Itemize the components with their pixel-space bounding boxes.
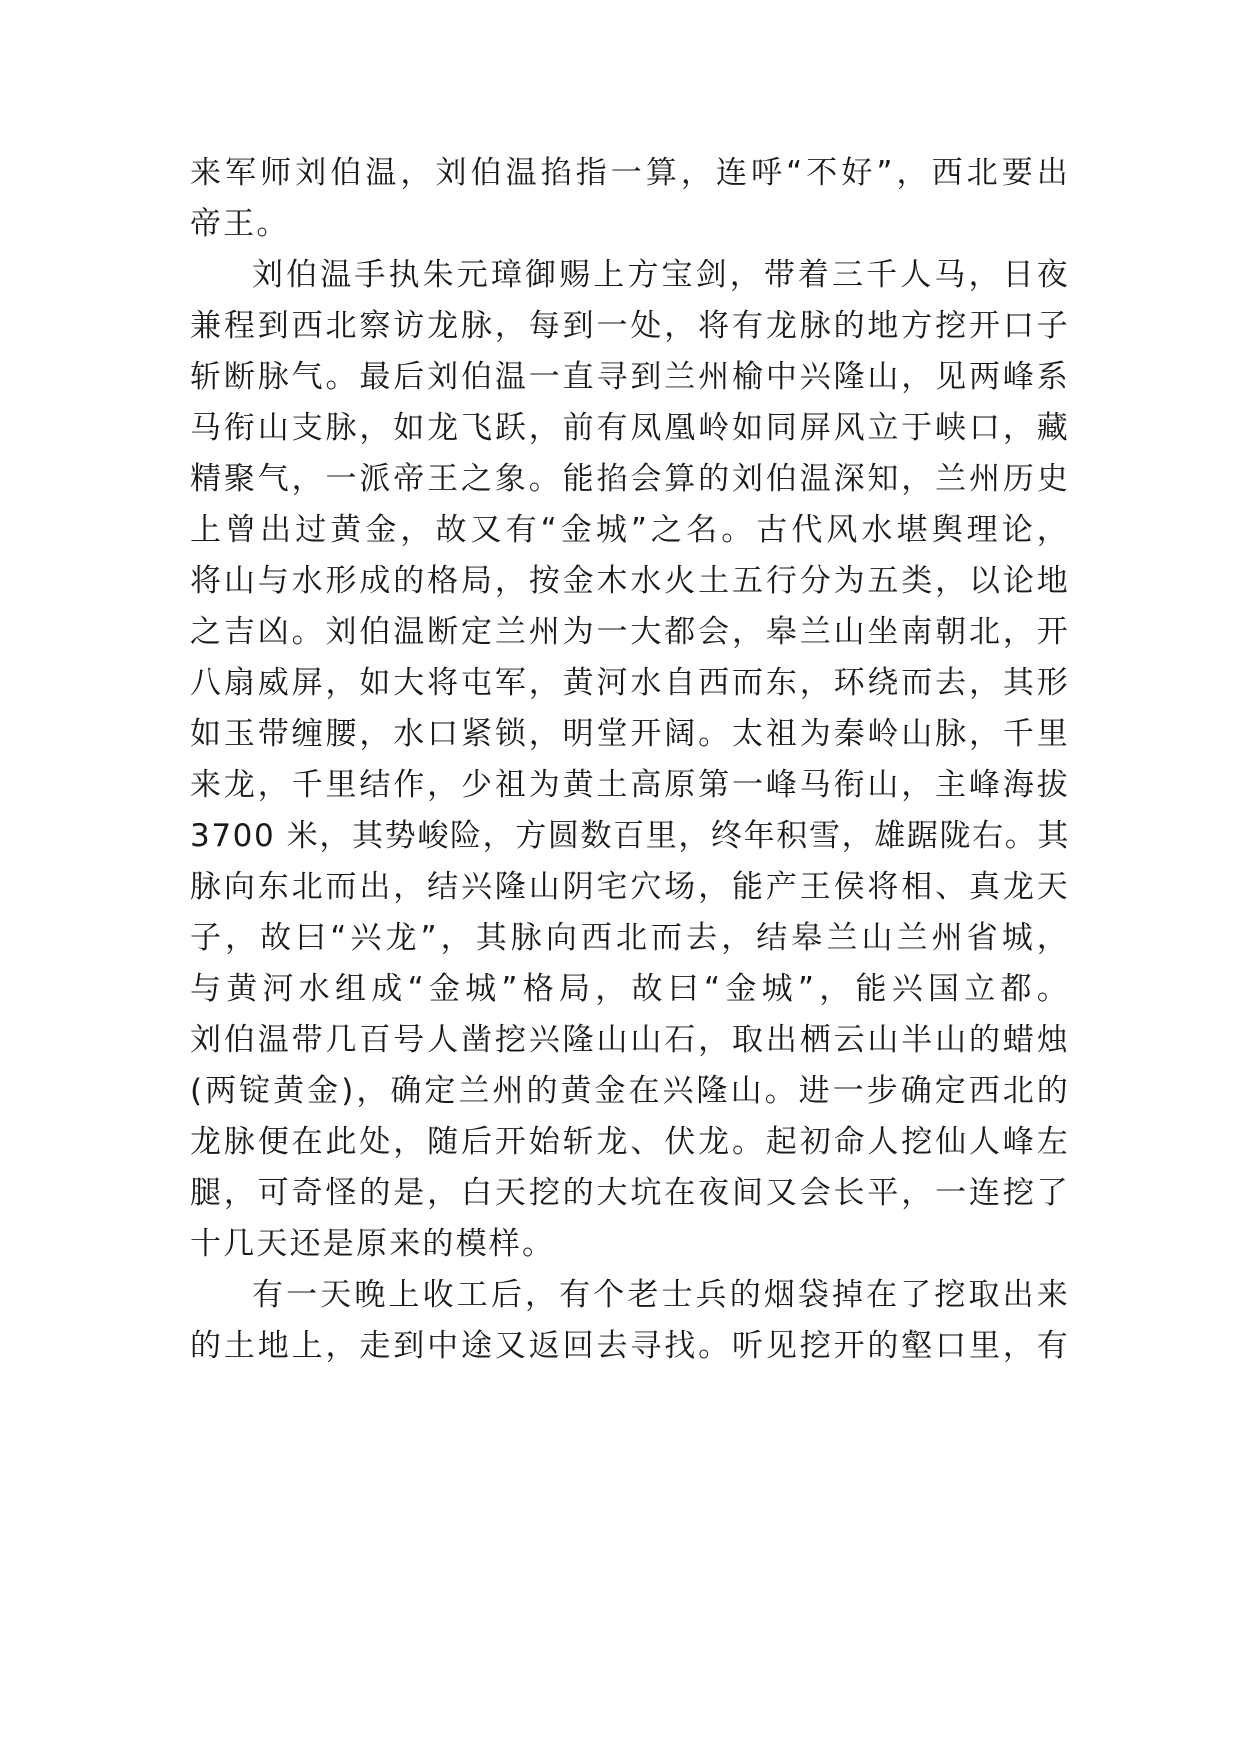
text-line: 上曾出过黄金，故又有“金城”之名。古代风水堪舆理论， — [190, 512, 1070, 548]
text-line: 马衔山支脉，如龙飞跃，前有凤凰岭如同屏风立于峡口，藏 — [190, 410, 1070, 446]
text-line: 脉向东北而出，结兴隆山阴宅穴场，能产王侯将相、真龙天 — [190, 869, 1070, 905]
text-line: 八扇威屏，如大将屯军，黄河水自西而东，环绕而去，其形 — [190, 665, 1070, 701]
text-line: 精聚气，一派帝王之象。能掐会算的刘伯温深知，兰州历史 — [190, 461, 1070, 497]
text-line: 来龙，千里结作，少祖为黄土高原第一峰马衔山，主峰海拔 — [190, 767, 1070, 803]
text-line: 子，故曰“兴龙”，其脉向西北而去，结皋兰山兰州省城， — [190, 920, 1070, 956]
text-line: (两锭黄金)，确定兰州的黄金在兴隆山。进一步确定西北的 — [190, 1073, 1070, 1109]
text-line: 龙脉便在此处，随后开始斩龙、伏龙。起初命人挖仙人峰左 — [190, 1124, 1070, 1160]
text-line: 兼程到西北察访龙脉，每到一处，将有龙脉的地方挖开口子 — [190, 308, 1070, 344]
text-line: 与黄河水组成“金城”格局，故曰“金城”，能兴国立都。 — [190, 971, 1070, 1007]
text-line: 腿，可奇怪的是，白天挖的大坑在夜间又会长平，一连挖了 — [190, 1175, 1070, 1211]
text-line: 十几天还是原来的模样。 — [190, 1226, 556, 1262]
text-line: 的土地上，走到中途又返回去寻找。听见挖开的壑口里，有 — [190, 1328, 1070, 1364]
text-line: 之吉凶。刘伯温断定兰州为一大都会，皋兰山坐南朝北，开 — [190, 614, 1070, 650]
text-line: 将山与水形成的格局，按金木水火土五行分为五类，以论地 — [190, 563, 1070, 599]
paragraph-first-line: 刘伯温手执朱元璋御赐上方宝剑，带着三千人马，日夜 — [252, 257, 1070, 293]
paragraph-first-line: 有一天晚上收工后，有个老士兵的烟袋掉在了挖取出来 — [252, 1277, 1070, 1313]
text-line: 刘伯温带几百号人凿挖兴隆山山石，取出栖云山半山的蜡烛 — [190, 1022, 1070, 1058]
text-line: 3700 米，其势峻险，方圆数百里，终年积雪，雄踞陇右。其 — [190, 818, 1070, 854]
text-line: 斩断脉气。最后刘伯温一直寻到兰州榆中兴隆山，见两峰系 — [190, 359, 1070, 395]
text-line: 来军师刘伯温，刘伯温掐指一算，连呼“不好”，西北要出 — [190, 155, 1070, 191]
text-line: 如玉带缠腰，水口紧锁，明堂开阔。太祖为秦岭山脉，千里 — [190, 716, 1070, 752]
text-line: 帝王。 — [190, 206, 290, 242]
